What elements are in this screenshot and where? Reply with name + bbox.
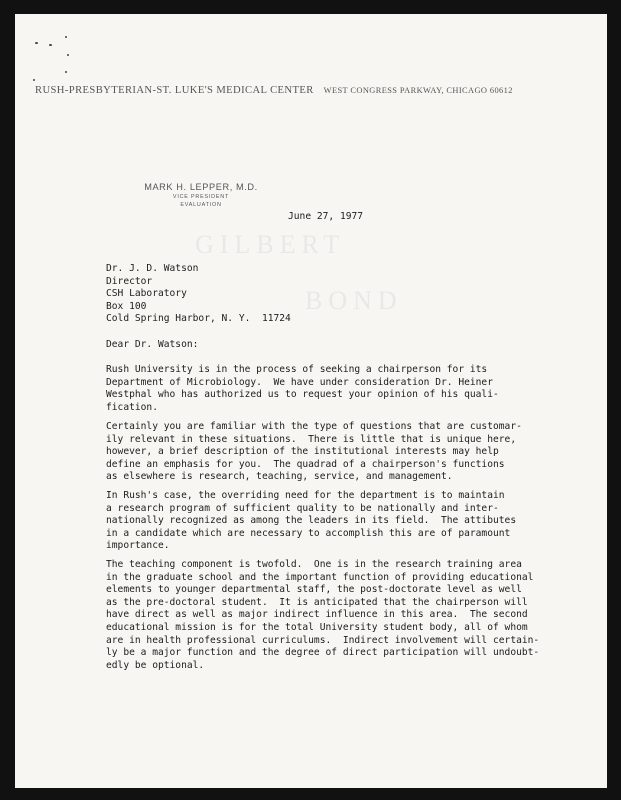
recipient-name: Dr. J. D. Watson [106,263,199,274]
salutation: Dear Dr. Watson: [106,339,199,350]
body-paragraph: Certainly you are familiar with the type of questions that are customar- ily relevant in these situations. There is little that is unique here, however, a brief description of the institutional interests may help define an emphasis for you. The quadrad of a chairperson's functions as elsewhere is research, teaching, service, and management. [106,421,522,483]
institution-name: RUSH-PRESBYTERIAN-ST. LUKE'S MEDICAL CENTER [35,85,314,96]
watermark-text: GILBERT [195,230,346,259]
punch-mark [49,44,52,46]
recipient-city: Cold Spring Harbor, N. Y. 11724 [106,313,291,325]
body-paragraph: Rush University is in the process of seeking a chairperson for its Department of Microbiology. We have under consideration Dr. Heiner Westphal who has authorized us to request your opinion of his quali- fication. [106,364,499,413]
punch-mark [35,42,38,44]
sender-title: VICE PRESIDENT [172,194,230,200]
letter-date: June 27, 1977 [288,211,364,222]
recipient-box: Box 100 [106,300,147,312]
sender-name: MARK H. LEPPER, M.D. [144,182,258,192]
recipient-title: Director [106,275,153,287]
letterhead [35,80,513,98]
watermark-text: BOND [305,286,403,315]
institution-address: WEST CONGRESS PARKWAY, CHICAGO 60612 [323,86,513,95]
recipient-address [106,263,291,326]
sender-block [136,182,266,208]
punch-mark [67,54,69,56]
body-paragraph: The teaching component is twofold. One is in the research training area in the graduate school and the important function of providing educational elements to younger departmental staff, the post-doctorate level as well as the pre-doctoral student. It is anticipated that the chairperson will have direct as well as major indirect influence in this area. The second educational mission is for the total University student body, all of whom are in health professional curriculums. Indirect involvement will certain- ly be a major function and the degree of direct participation will undoubt- edly be optional. [106,559,540,671]
recipient-organization: CSH Laboratory [106,288,187,300]
body-paragraph: In Rush's case, the overriding need for the department is to maintain a research program of sufficient quality to be nationally and inter- nationally recognized as among the leaders in its field. The attibutes in a candidate which are necessary to accomplish this are of paramount importance. [106,490,517,552]
punch-mark [65,71,67,73]
punch-mark [65,36,67,38]
sender-department: EVALUATION [180,202,222,208]
